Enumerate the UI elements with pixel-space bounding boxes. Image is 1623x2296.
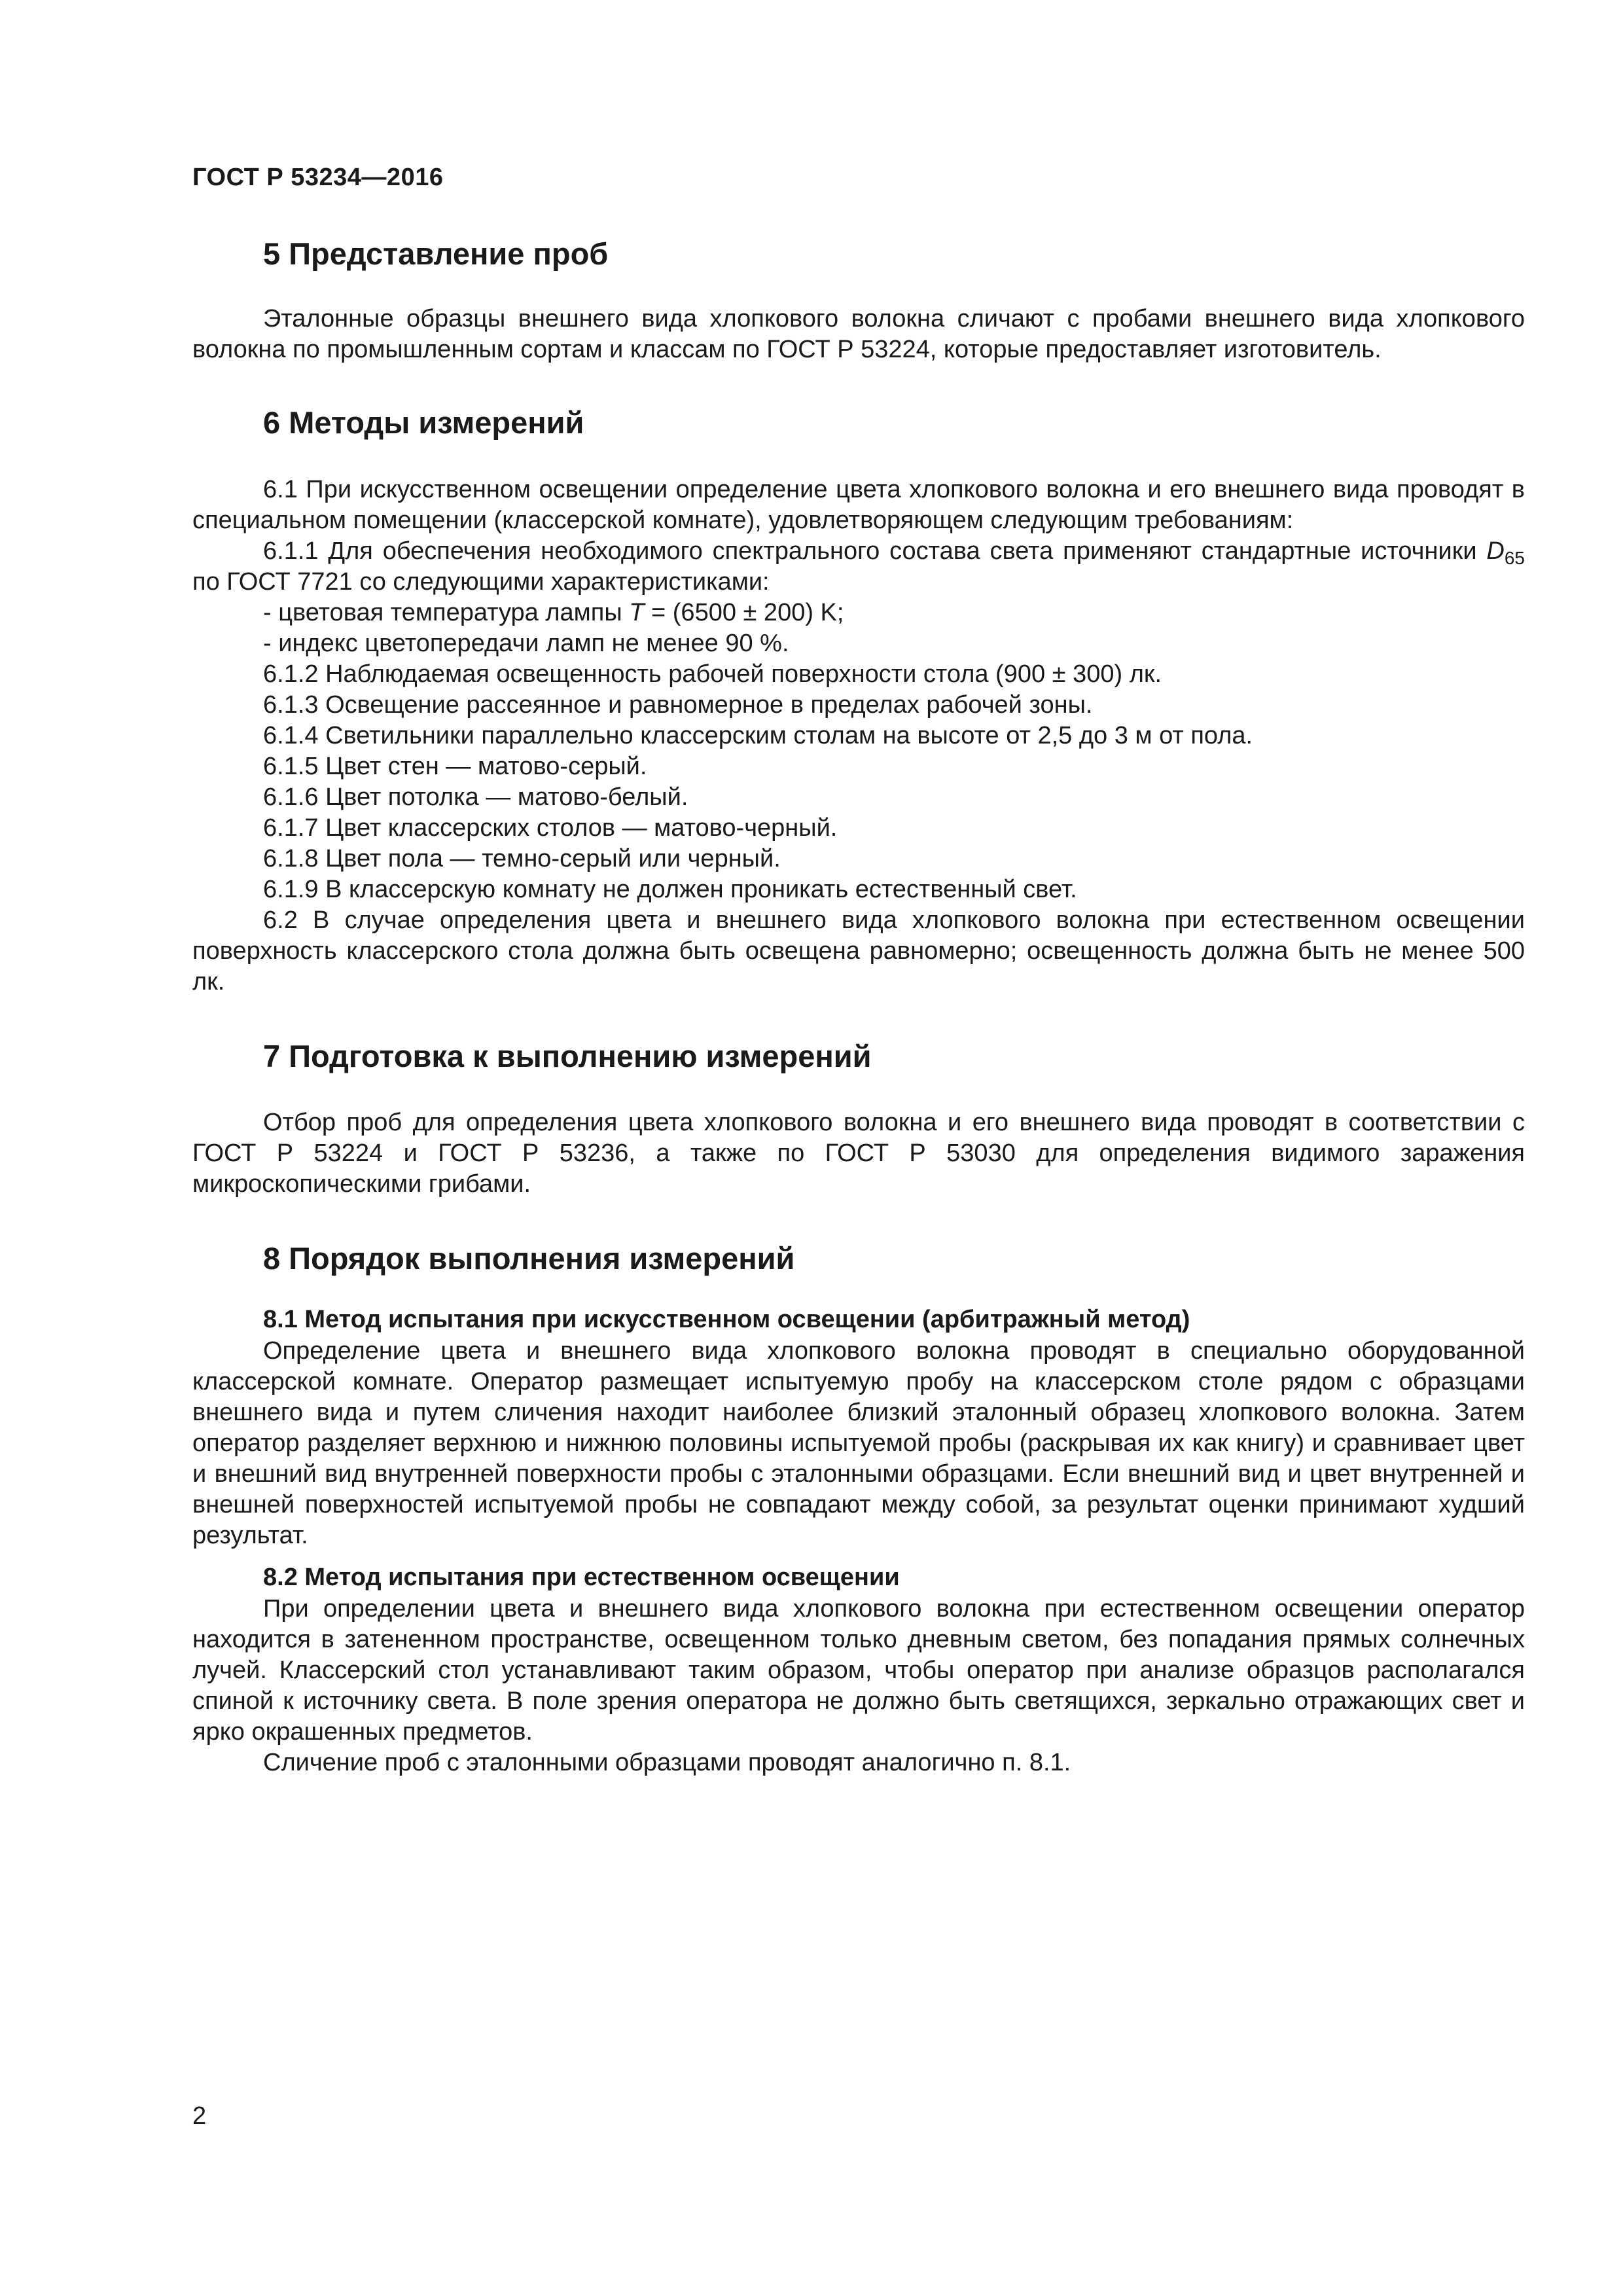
- clause-6-1-2: 6.1.2 Наблюдаемая освещенность рабочей поверхности стола (900 ± 300) лк.: [263, 660, 1162, 688]
- clause-6-2: 6.2 В случае определения цвета и внешнего вида хлопкового волокна при естественном освещении поверхность классерского стола должна быть освещена равномерно; освещенность должна быть не менее 500 лк.: [192, 906, 1525, 996]
- clause-6-1-6: 6.1.6 Цвет потолка — матово-белый.: [263, 783, 688, 811]
- illuminant-subscript: 65: [1504, 547, 1525, 568]
- list-item-1-text-b: = (6500 ± 200) K;: [644, 598, 844, 626]
- clause-6-1-8: 6.1.8 Цвет пола — темно-серый или черный.: [263, 844, 781, 872]
- clause-6-1-5: 6.1.5 Цвет стен — матово-серый.: [263, 752, 647, 780]
- clause-6-1-4: 6.1.4 Светильники параллельно классерским столам на высоте от 2,5 до 3 м от пола.: [263, 721, 1253, 749]
- clause-6-1-7: 6.1.7 Цвет классерских столов — матово-черный.: [263, 814, 838, 842]
- clause-6-1-9: 6.1.9 В классерскую комнату не должен проникать естественный свет.: [263, 875, 1077, 903]
- section-5-paragraph: Эталонные образцы внешнего вида хлопкового волокна сличают с пробами внешнего вида хлопкового волокна по промышленным сортам и классам по ГОСТ Р 53224, которые предоставляет изготовитель.: [192, 305, 1525, 364]
- subsection-8-2-paragraph-2: Сличение проб с эталонными образцами проводят аналогично п. 8.1.: [263, 1749, 1071, 1777]
- clause-6-1-1: [192, 536, 1525, 598]
- clause-6-1-3: 6.1.3 Освещение рассеянное и равномерное в пределах рабочей зоны.: [263, 691, 1093, 719]
- section-6-body: [192, 475, 1525, 997]
- subsection-8-1-paragraph: Определение цвета и внешнего вида хлопкового волокна проводят в специально оборудованной классерской комнате. Оператор размещает испытуемую пробу на классерском столе рядом с образцами внешнего вида и путем сличения находит наиболее близкий эталонный образец хлопкового волокна. Затем оператор разделяет верхнюю и нижнюю половины испытуемой пробы (раскрывая их как книгу) и сравнивает цвет и внешний вид внутренней поверхности пробы с эталонными образцами. Если внешний вид и цвет внутренней и внешней поверхностей испытуемой пробы не совпадают между собой, за результат оценки принимают худший результат.: [192, 1336, 1525, 1549]
- subsection-8-2-title: 8.2 Метод испытания при естественном освещении: [263, 1563, 900, 1591]
- section-5-title: 5 Представление проб: [263, 236, 609, 271]
- clause-6-1-1-text-b: по ГОСТ 7721 со следующими характеристиками:: [192, 567, 770, 596]
- clause-6-1: 6.1 При искусственном освещении определение цвета хлопкового волокна и его внешнего вида проводят в специальном помещении (классерской комнате), удовлетворяющем следующим требованиям:: [192, 475, 1525, 534]
- page-number: 2: [192, 2102, 207, 2130]
- temperature-symbol: T: [629, 598, 645, 626]
- section-6-title: 6 Методы измерений: [263, 405, 584, 440]
- section-8-title: 8 Порядок выполнения измерений: [263, 1241, 795, 1276]
- document-body: [192, 223, 1525, 1778]
- subsection-8-1-title: 8.1 Метод испытания при искусственном освещении (арбитражный метод): [263, 1305, 1190, 1333]
- list-item-color-rendering: - индекс цветопередачи ламп не менее 90 %.: [263, 629, 789, 657]
- illuminant-symbol: D: [1486, 537, 1505, 565]
- subsection-8-2-paragraph-1: При определении цвета и внешнего вида хлопкового волокна при естественном освещении оператор находится в затененном пространстве, освещенном только дневным светом, без попадания прямых солнечных лучей. Классерский стол устанавливают таким образом, чтобы оператор при анализе образцов располагался спиной к источнику света. В поле зрения оператора не должно быть светящихся, зеркально отражающих свет и ярко окрашенных предметов.: [192, 1595, 1525, 1746]
- section-7-paragraph: Отбор проб для определения цвета хлопкового волокна и его внешнего вида проводят в соответствии с ГОСТ Р 53224 и ГОСТ Р 53236, а также по ГОСТ Р 53030 для определения видимого заражения микроскопическими грибами.: [192, 1109, 1525, 1198]
- standard-header: ГОСТ Р 53234—2016: [192, 164, 444, 191]
- list-item-1-text-a: - цветовая температура лампы: [263, 598, 630, 626]
- list-item-color-temperature: [192, 598, 1525, 628]
- section-7-title: 7 Подготовка к выполнению измерений: [263, 1038, 872, 1073]
- clause-6-1-1-text-a: 6.1.1 Для обеспечения необходимого спектрального состава света применяют стандартные источники: [263, 537, 1487, 565]
